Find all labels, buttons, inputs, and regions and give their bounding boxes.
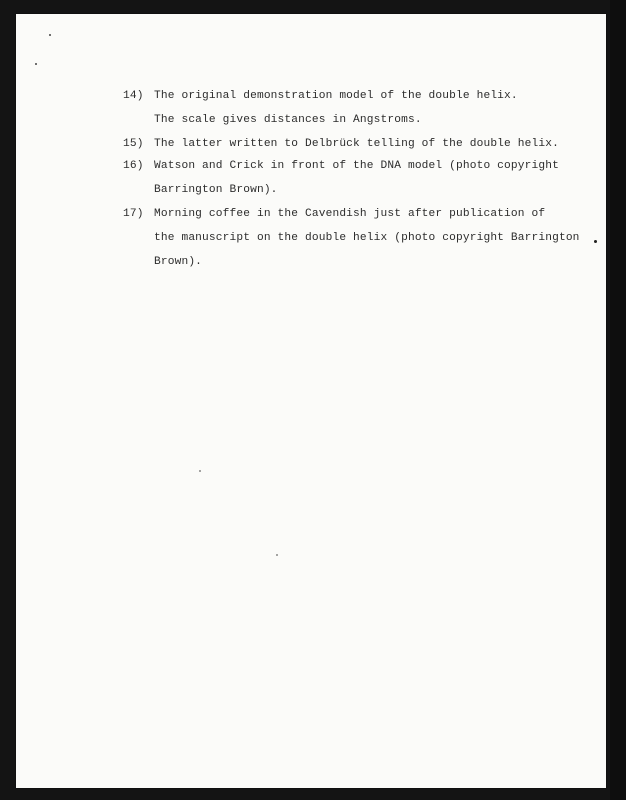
scan-speck bbox=[35, 63, 37, 65]
document-page bbox=[16, 14, 606, 788]
caption-line: Morning coffee in the Cavendish just after publication of bbox=[154, 208, 546, 220]
caption-line: Brown). bbox=[154, 256, 203, 268]
scan-speck bbox=[594, 240, 597, 243]
caption-line: the manuscript on the double helix (photo copyright Barrington bbox=[154, 232, 580, 244]
caption-line: The original demonstration model of the double helix. bbox=[154, 90, 518, 102]
scan-speck bbox=[199, 470, 201, 472]
scan-speck bbox=[49, 34, 51, 36]
caption-number: 16) bbox=[123, 160, 144, 172]
caption-line: The latter written to Delbrück telling of the double helix. bbox=[154, 138, 559, 150]
caption-line: The scale gives distances in Angstroms. bbox=[154, 114, 422, 126]
caption-line: Watson and Crick in front of the DNA model (photo copyright bbox=[154, 160, 559, 172]
caption-number: 17) bbox=[123, 208, 144, 220]
caption-line: Barrington Brown). bbox=[154, 184, 278, 196]
scan-speck bbox=[276, 554, 278, 556]
caption-number: 14) bbox=[123, 90, 144, 102]
caption-number: 15) bbox=[123, 138, 144, 150]
scan-edge bbox=[610, 0, 626, 800]
